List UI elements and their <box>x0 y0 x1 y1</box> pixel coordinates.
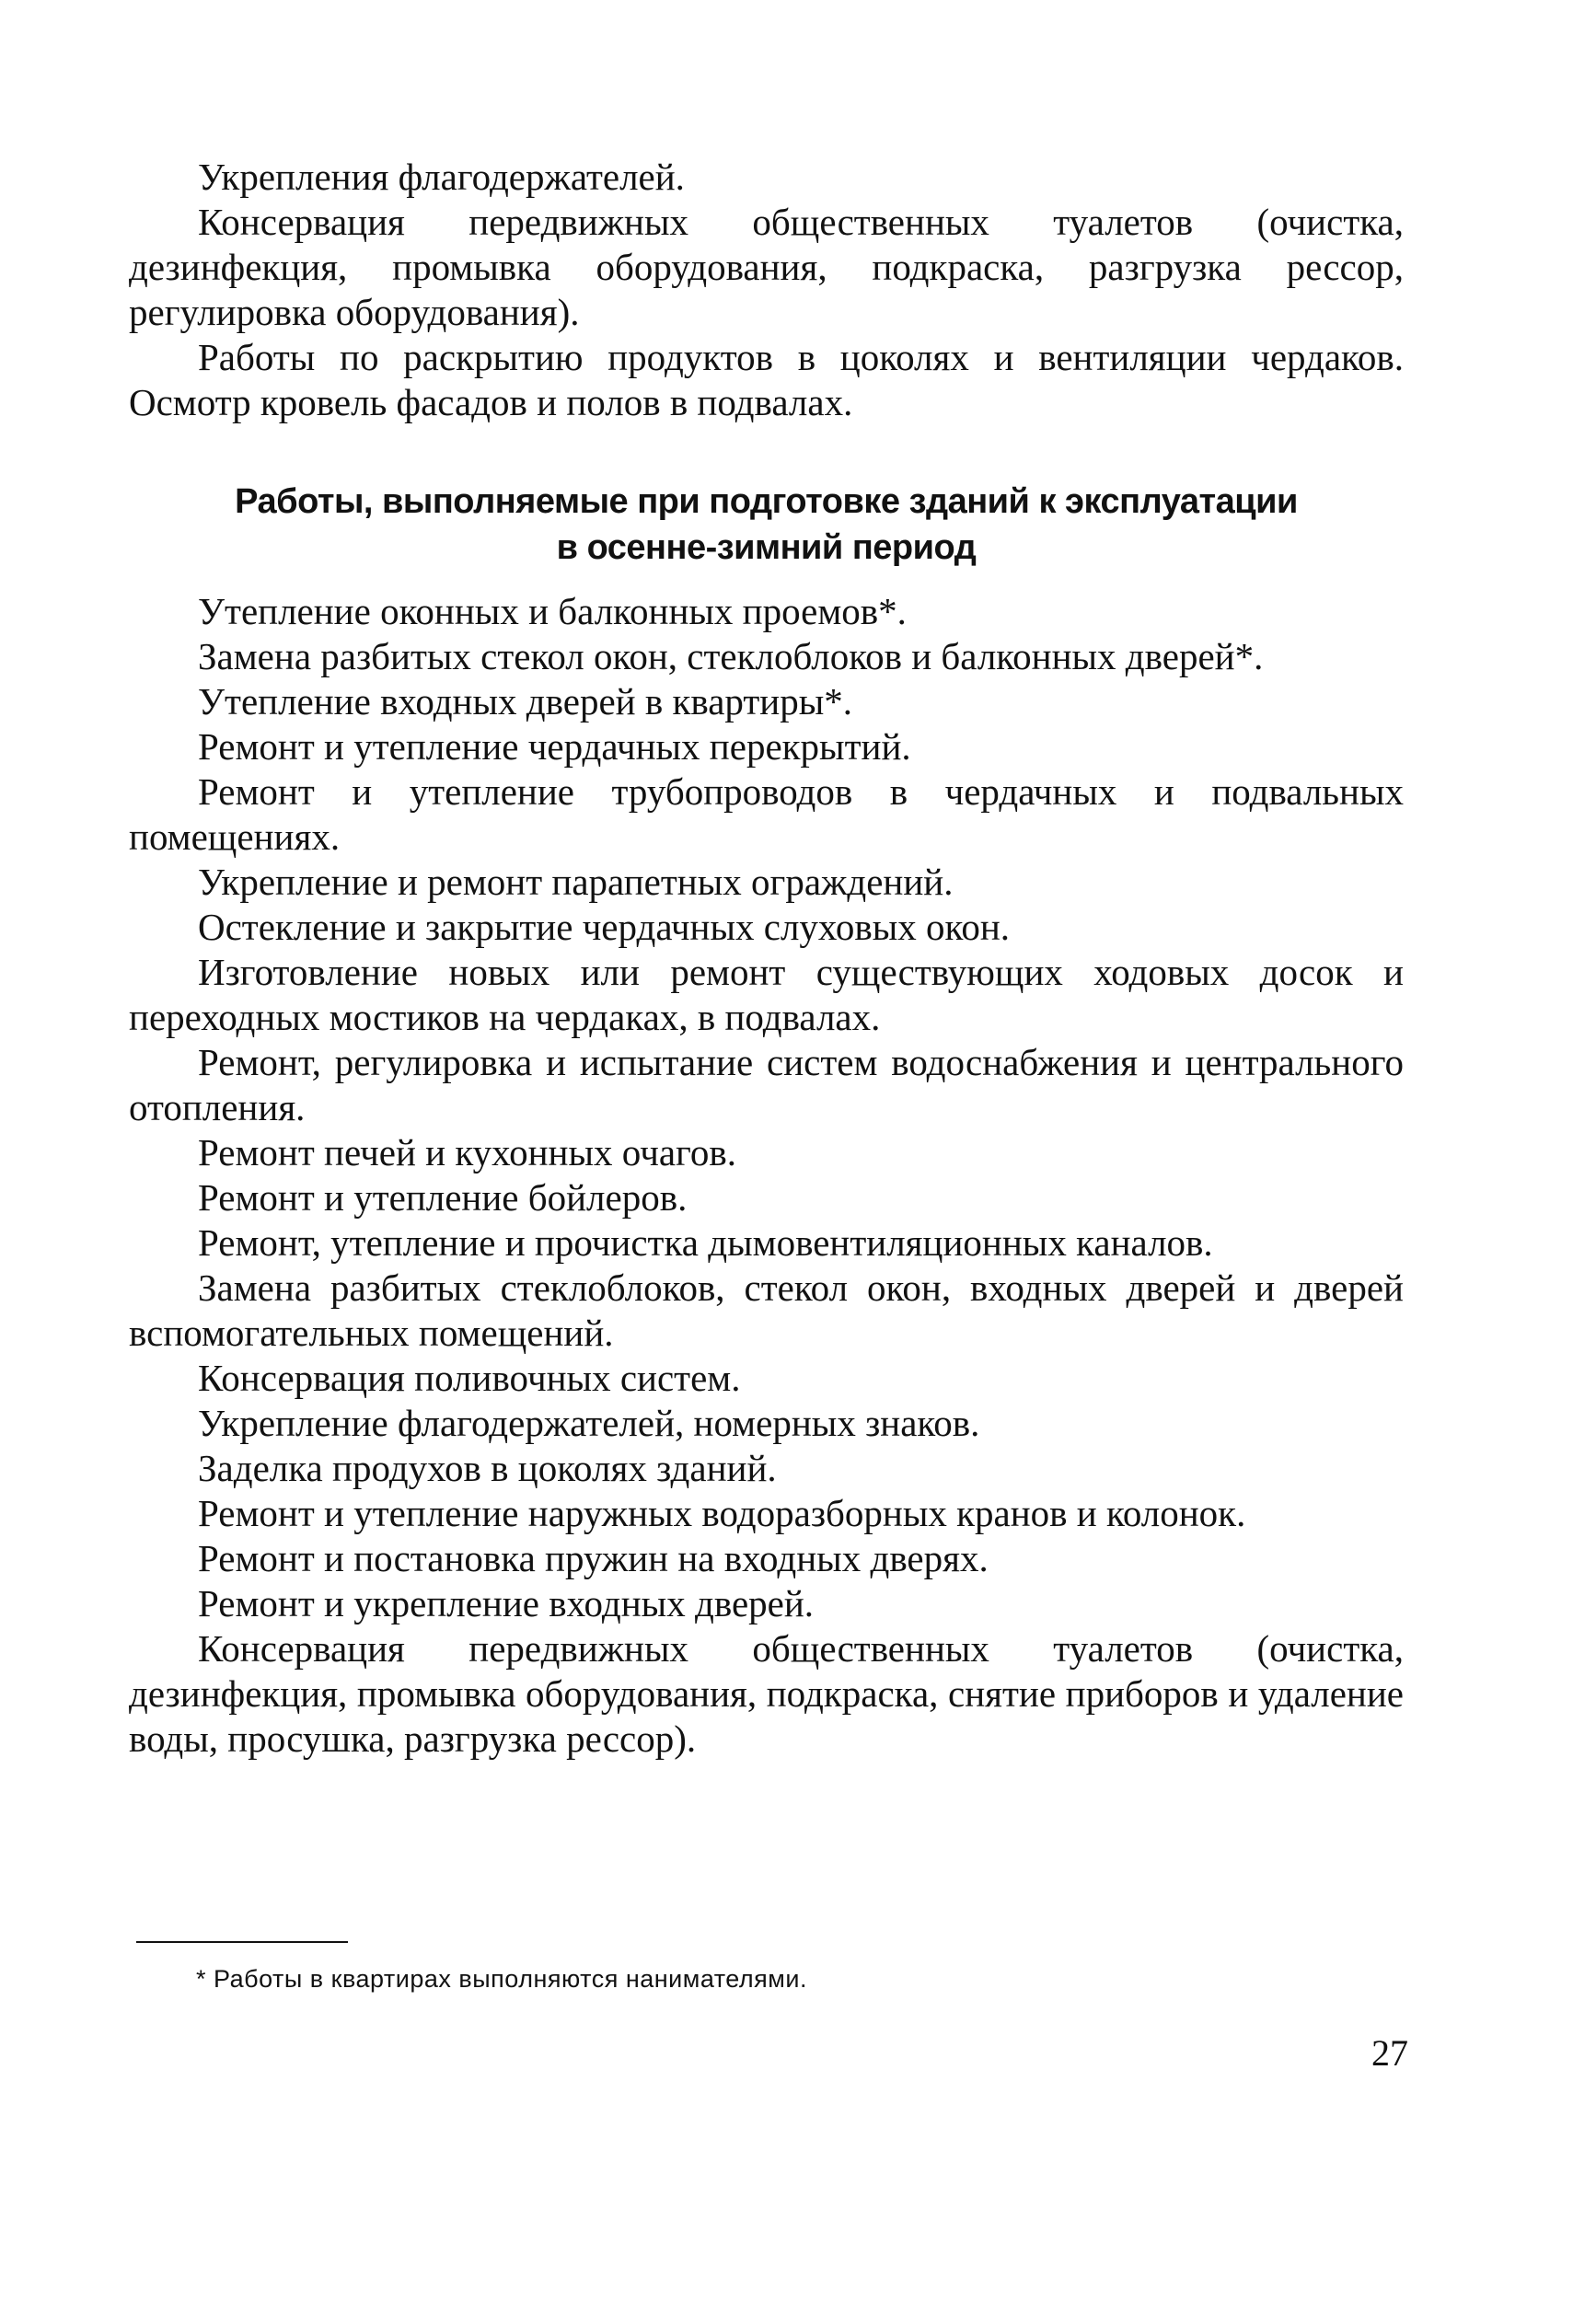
list-item: Ремонт и утепление трубопроводов в чердачных и подвальных помещениях. <box>129 770 1404 858</box>
list-item: Ремонт и укрепление входных дверей. <box>198 1582 815 1624</box>
list-item: Ремонт, регулировка и испытание систем водоснабжения и центрального отопления. <box>129 1041 1404 1128</box>
section-heading-line: в осенне-зимний период <box>556 528 977 567</box>
list-item: Ремонт и постановка пружин на входных дверях. <box>198 1537 989 1579</box>
list-item: Заделка продухов в цоколях зданий. <box>198 1447 777 1489</box>
list-item: Замена разбитых стекол окон, стеклоблоков и балконных дверей*. <box>198 635 1264 677</box>
list-item: Укрепление и ремонт парапетных ограждений. <box>198 861 954 903</box>
list-item: Ремонт, утепление и прочистка дымовентиляционных каналов. <box>198 1221 1213 1264</box>
list-item: Укрепление флагодержателей, номерных знаков. <box>198 1402 980 1444</box>
list-item: Консервация передвижных общественных туалетов (очистка, дезинфекция, промывка оборудования, подкраска, снятие приборов и удаление воды, просушка, разгрузка рессор). <box>129 1627 1404 1760</box>
section-heading-line: Работы, выполняемые при подготовке зданий к эксплуатации <box>235 482 1298 521</box>
list-item: Утепление оконных и балконных проемов*. <box>198 590 907 632</box>
list-item: Замена разбитых стеклоблоков, стекол окон, входных дверей и дверей вспомогательных помещений. <box>129 1266 1404 1354</box>
list-item: Консервация поливочных систем. <box>198 1357 741 1399</box>
paragraph: Укрепления флагодержателей. <box>198 156 685 198</box>
list-item: Ремонт и утепление наружных водоразборных кранов и колонок. <box>198 1492 1246 1534</box>
list-item: Изготовление новых или ремонт существующих ходовых досок и переходных мостиков на чердаках, в подвалах. <box>129 951 1404 1038</box>
paragraph: Работы по раскрытию продуктов в цоколях и вентиляции чердаков. Осмотр кровель фасадов и полов в подвалах. <box>129 336 1404 423</box>
top-text-block <box>129 155 1404 425</box>
footnote-divider <box>136 1941 348 1943</box>
list-item: Ремонт и утепление чердачных перекрытий. <box>198 725 911 768</box>
list-item: Утепление входных дверей в квартиры*. <box>198 680 853 723</box>
works-list <box>129 589 1404 1762</box>
list-item: Ремонт и утепление бойлеров. <box>198 1176 688 1219</box>
page-number: 27 <box>1371 2032 1408 2074</box>
list-item: Остекление и закрытие чердачных слуховых окон. <box>198 906 1011 948</box>
list-item: Ремонт печей и кухонных очагов. <box>198 1131 736 1174</box>
section-heading <box>129 479 1404 571</box>
footnote: * Работы в квартирах выполняются нанимателями. <box>196 1965 807 1993</box>
paragraph: Консервация передвижных общественных туалетов (очистка, дезинфекция, промывка оборудования, подкраска, разгрузка рессор, регулировка оборудования). <box>129 201 1404 333</box>
